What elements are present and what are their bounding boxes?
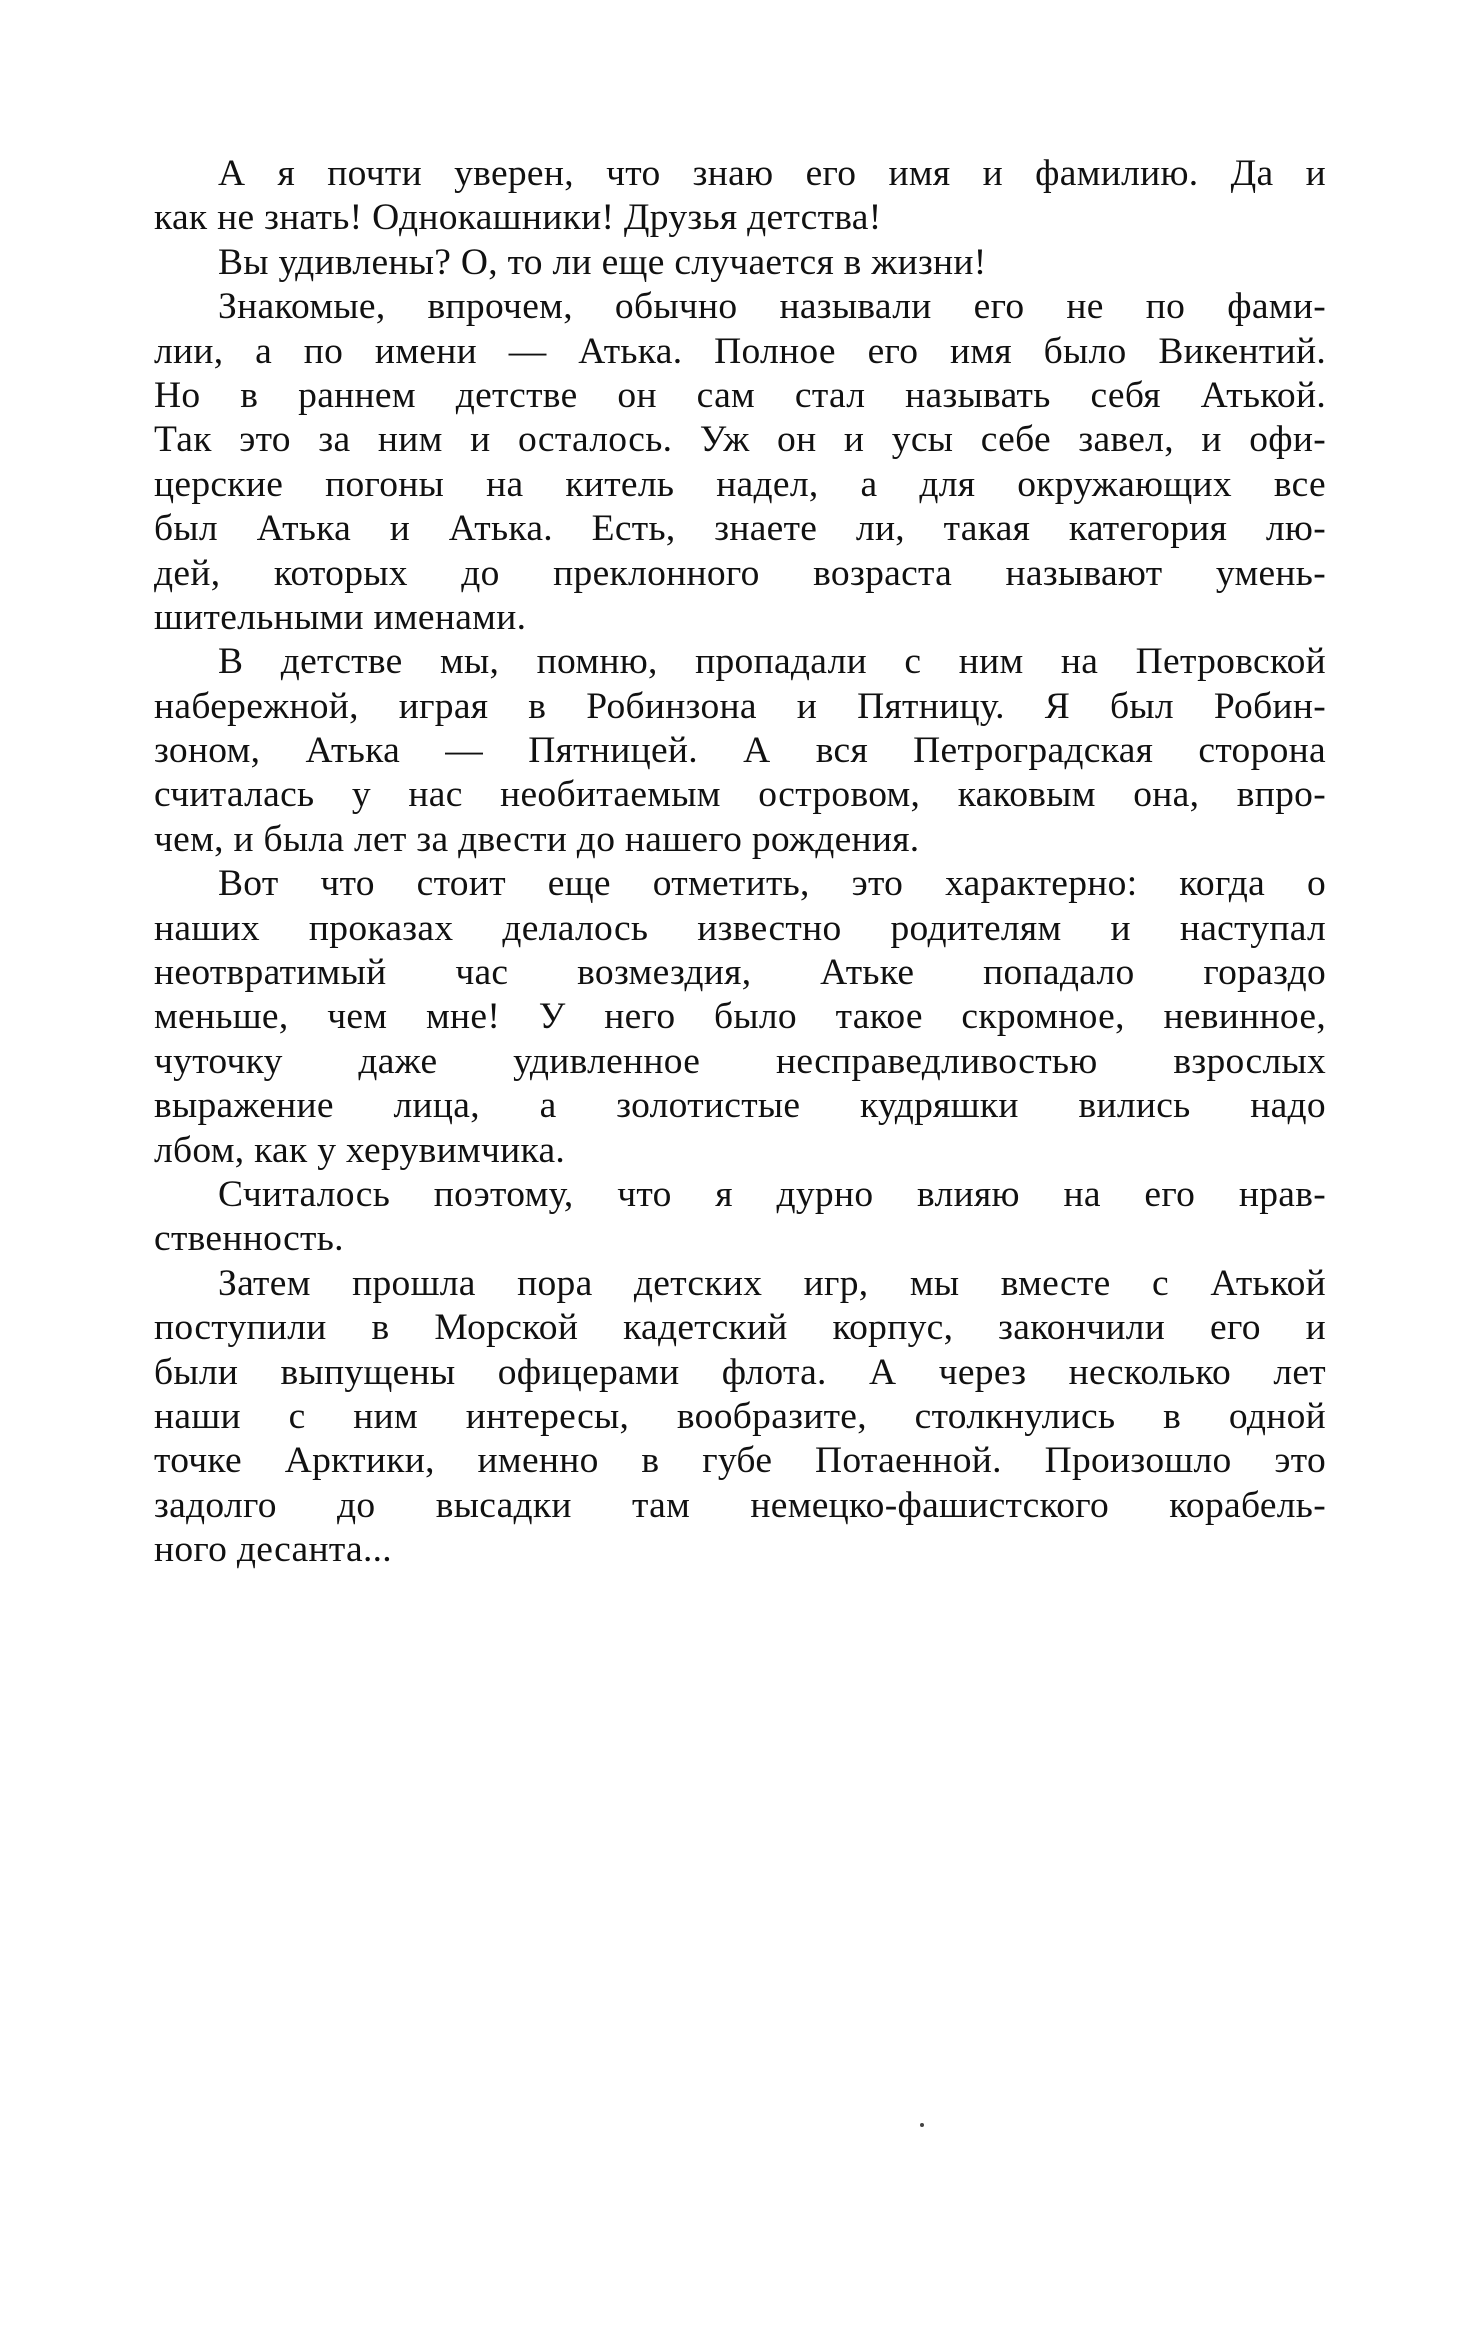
paragraph-4: [154, 640, 1326, 862]
text-line: лбом, как у херувимчика.: [154, 1129, 566, 1171]
text-line: лии, а по имени — Атька. Полное его имя было Викентий.: [154, 330, 1326, 372]
text-line: церские погоны на китель надел, а для окружающих все: [154, 463, 1326, 505]
text-line: был Атька и Атька. Есть, знаете ли, такая категория лю-: [154, 508, 1326, 550]
paragraph-3: [154, 285, 1326, 640]
text-line: точке Арктики, именно в губе Потаенной. Произошло это: [154, 1440, 1326, 1482]
text-line: набережной, играя в Робинзона и Пятницу. Я был Робин-: [154, 685, 1326, 727]
paragraph-7: [154, 1262, 1326, 1573]
text-line: неотвратимый час возмездия, Атьке попадало гораздо: [154, 952, 1326, 994]
text-line: ного десанта...: [154, 1529, 392, 1571]
text-line: Вы удивлены? О, то ли еще случается в жизни!: [218, 241, 987, 283]
text-line: наших проказах делалось известно родителям и наступал: [154, 907, 1326, 949]
print-speck: [920, 2123, 924, 2127]
text-line: чуточку даже удивленное несправедливостью взрослых: [154, 1040, 1326, 1082]
text-line: задолго до высадки там немецко-фашистского корабель-: [154, 1484, 1326, 1526]
paragraph-1: [154, 152, 1326, 241]
text-line: Вот что стоит еще отметить, это характерно: когда о: [218, 863, 1326, 905]
paragraph-6: [154, 1173, 1326, 1262]
text-line: Затем прошла пора детских игр, мы вместе с Атькой: [218, 1262, 1326, 1304]
text-line: наши с ним интересы, вообразите, столкнулись в одной: [154, 1395, 1326, 1437]
text-line: ственность.: [154, 1218, 344, 1260]
paragraph-5: [154, 862, 1326, 1173]
text-line: дей, которых до преклонного возраста называют умень-: [154, 552, 1326, 594]
text-line: шительными именами.: [154, 596, 527, 638]
text-line: Считалось поэтому, что я дурно влияю на его нрав-: [218, 1173, 1326, 1215]
text-line: А я почти уверен, что знаю его имя и фамилию. Да и: [218, 153, 1326, 194]
text-line: зоном, Атька — Пятницей. А вся Петроградская сторона: [154, 730, 1326, 772]
text-line: были выпущены офицерами флота. А через несколько лет: [154, 1351, 1326, 1393]
text-line: выражение лица, а золотистые кудряшки вились надо: [154, 1085, 1326, 1127]
text-line: как не знать! Однокашники! Друзья детства!: [154, 197, 882, 239]
text-line: Знакомые, впрочем, обычно называли его не по фами-: [218, 286, 1326, 328]
body-text: [154, 152, 1326, 1573]
text-line: В детстве мы, помню, пропадали с ним на Петровской: [218, 641, 1326, 683]
text-line: Но в раннем детстве он сам стал называть себя Атькой.: [154, 374, 1326, 416]
text-line: Так это за ним и осталось. Уж он и усы себе завел, и офи-: [154, 419, 1326, 461]
paragraph-2: [154, 241, 1326, 285]
text-line: чем, и была лет за двести до нашего рождения.: [154, 818, 920, 860]
text-line: считалась у нас необитаемым островом, каковым она, впро-: [154, 774, 1326, 816]
text-line: поступили в Морской кадетский корпус, закончили его и: [154, 1307, 1326, 1349]
text-line: меньше, чем мне! У него было такое скромное, невинное,: [154, 996, 1326, 1038]
